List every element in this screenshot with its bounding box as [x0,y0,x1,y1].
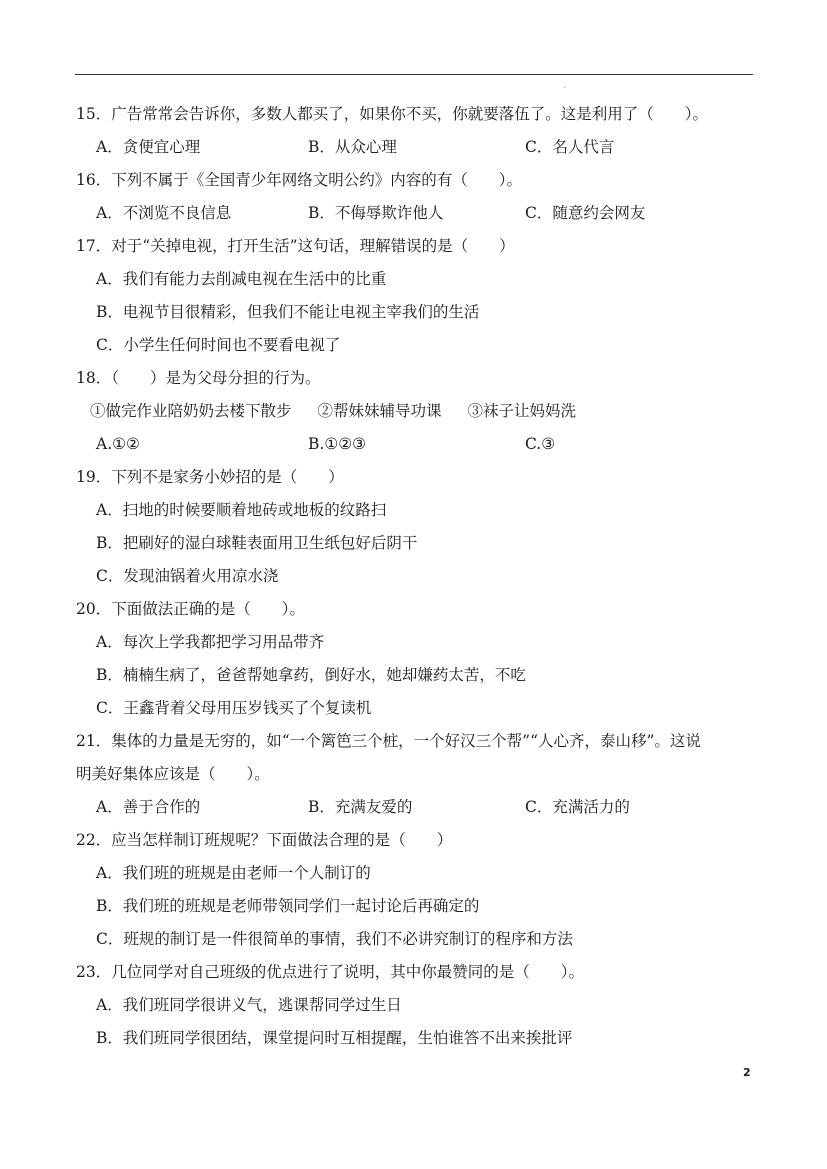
option-c: C．随意约会网友 [525,204,646,222]
question-23: 23．几位同学对自己班级的优点进行了说明，其中你最赞同的是（ ）。 [76,963,584,981]
options-16 [76,197,766,230]
question-18: 18．（ ）是为父母分担的行为。 [76,369,321,387]
option-a: A．不浏览不良信息 [96,204,232,222]
option-a: A.①② [96,435,140,453]
question-21-continued: 明美好集体应该是（ ）。 [76,765,270,783]
question-17: 17．对于“关掉电视，打开生活”这句话，理解错误的是（ ） [76,237,515,255]
option-b: B．电视节目很精彩，但我们不能让电视主宰我们的生活 [96,303,480,321]
question-16: 16．下列不属于《全国青少年网络文明公约》内容的有（ ）。 [76,171,522,189]
option-a: A．贪便宜心理 [96,138,201,156]
option-a: A．善于合作的 [96,798,201,816]
option-b: B．我们班的班规是老师带领同学们一起讨论后再确定的 [96,897,480,915]
question-list [76,98,766,1055]
option-b: B．不侮辱欺诈他人 [308,204,444,222]
option-a: A．扫地的时候要顺着地砖或地板的纹路扫 [96,501,387,519]
options-15 [76,131,766,164]
option-c: C．王鑫背着父母用压岁钱买了个复读机 [96,699,372,717]
question-19: 19．下列不是家务小妙招的是（ ） [76,468,344,486]
stray-mark: ` [563,86,567,95]
statement-2: ②帮妹妹辅导功课 [317,402,442,420]
options-21 [76,791,766,824]
option-b: B．我们班同学很团结，课堂提问时互相提醒，生怕谁答不出来挨批评 [96,1029,573,1047]
statements-18 [76,395,766,428]
option-c: C．充满活力的 [525,798,630,816]
statement-3: ③袜子让妈妈洗 [467,402,577,420]
option-b: B．充满友爱的 [308,798,413,816]
option-c: C．名人代言 [525,138,615,156]
question-22: 22．应当怎样制订班规呢？下面做法合理的是（ ） [76,831,453,849]
page-number: 2 [743,1066,751,1079]
option-c: C.③ [525,435,556,453]
option-a: A．每次上学我都把学习用品带齐 [96,633,325,651]
question-15: 15．广告常常会告诉你，多数人都买了，如果你不买，你就要落伍了。这是利用了（ ）。 [76,105,708,123]
option-b: B．把刷好的湿白球鞋表面用卫生纸包好后阴干 [96,534,418,552]
header-rule [75,74,753,75]
question-21: 21．集体的力量是无穷的，如“一个篱笆三个桩，一个好汉三个帮”“人心齐，泰山移”。这说 [76,732,701,750]
option-b: B.①②③ [308,435,367,453]
option-a: A．我们班的班规是由老师一个人制订的 [96,864,371,882]
option-b: B．从众心理 [308,138,397,156]
option-c: C．小学生任何时间也不要看电视了 [96,336,341,354]
option-c: C．班规的制订是一件很简单的事情，我们不必讲究制订的程序和方法 [96,930,573,948]
option-a: A．我们班同学很讲义气，逃课帮同学过生日 [96,996,402,1014]
option-b: B．楠楠生病了，爸爸帮她拿药，倒好水，她却嫌药太苦，不吃 [96,666,526,684]
question-20: 20．下面做法正确的是（ ）。 [76,600,305,618]
option-a: A．我们有能力去削减电视在生活中的比重 [96,270,387,288]
options-18 [76,428,766,461]
statement-1: ①做完作业陪奶奶去楼下散步 [90,402,292,420]
option-c: C．发现油锅着火用凉水浇 [96,567,279,585]
